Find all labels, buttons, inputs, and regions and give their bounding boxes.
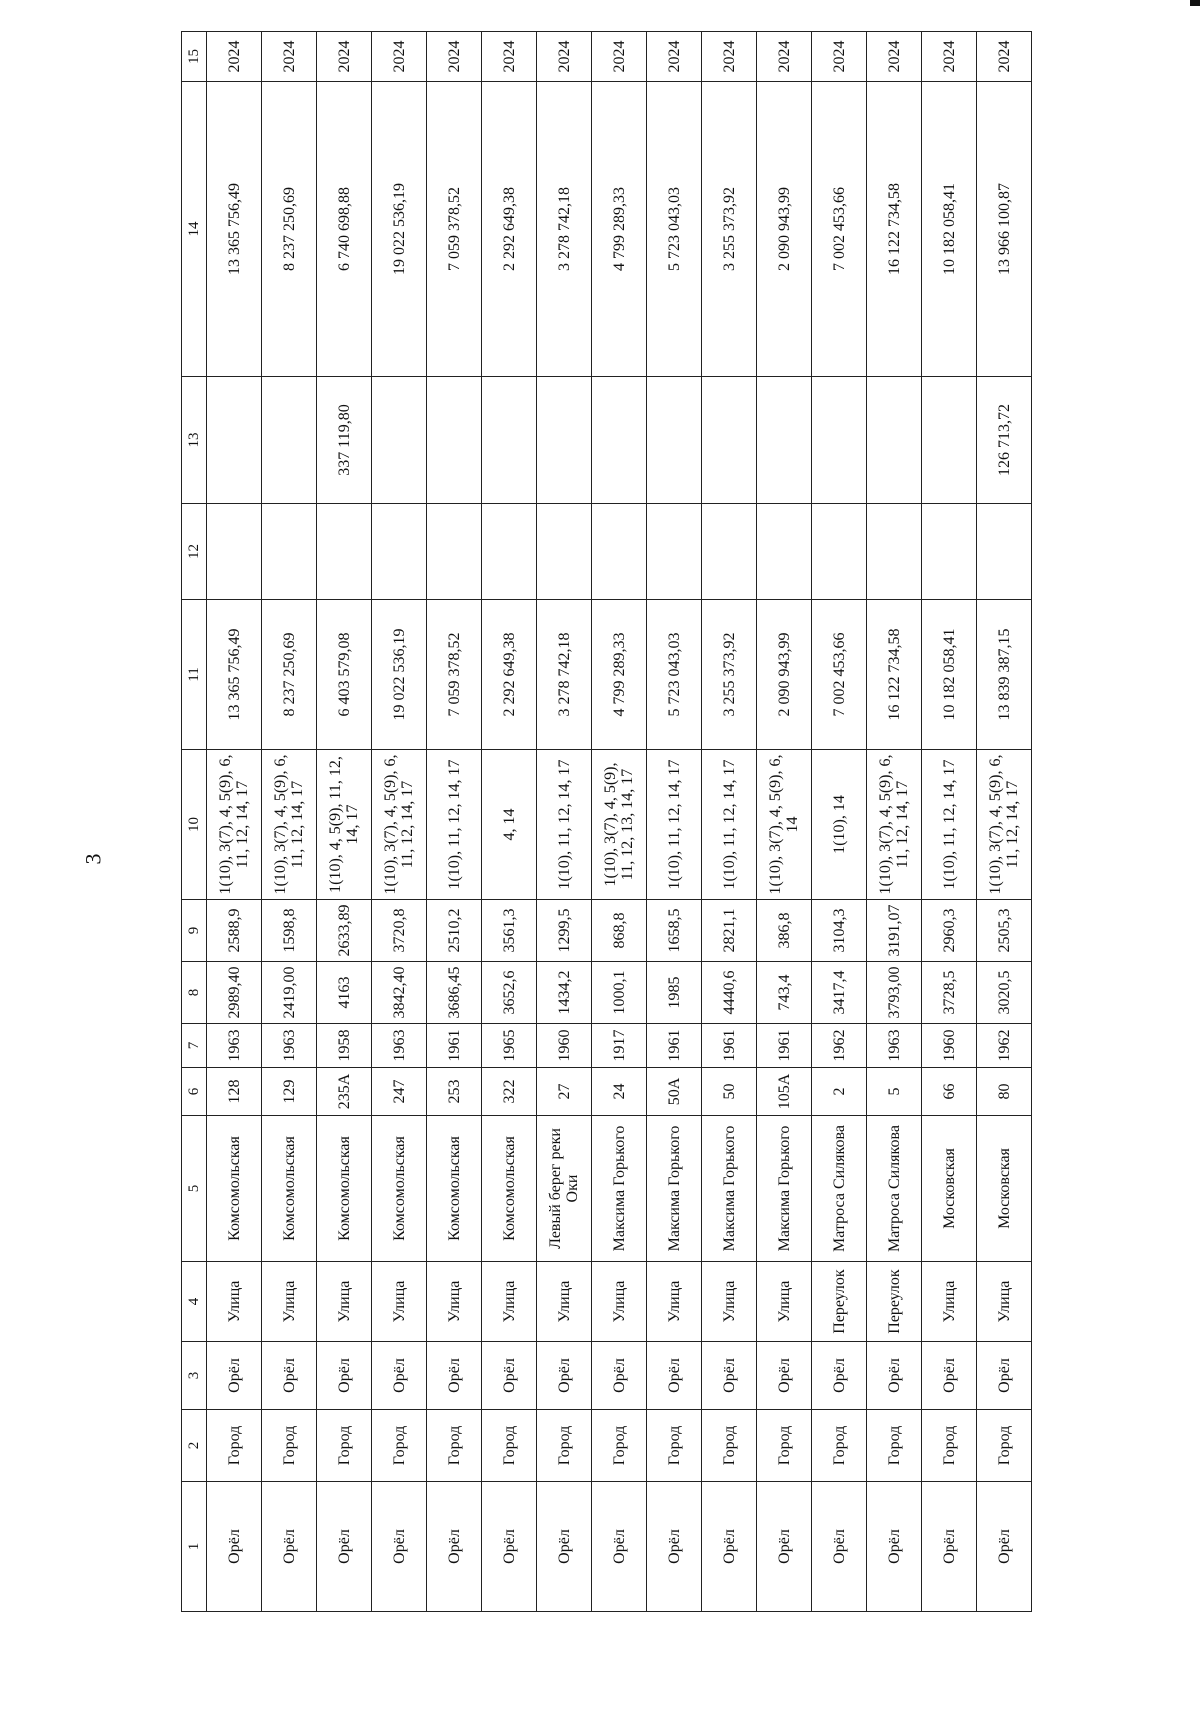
table-cell-col-2: Город	[372, 1410, 427, 1482]
table-cell-col-15: 2024	[482, 32, 537, 82]
table-row	[482, 32, 537, 1612]
table-cell-col-13	[537, 377, 592, 504]
table-cell-col-11: 4 799 289,33	[592, 600, 647, 750]
table-cell-col-15: 2024	[427, 32, 482, 82]
table-cell-col-15: 2024	[372, 32, 427, 82]
table-cell-col-7: 1958	[317, 1024, 372, 1068]
table-cell-col-13	[922, 377, 977, 504]
table-row	[262, 32, 317, 1612]
table-cell-col-14: 4 799 289,33	[592, 82, 647, 377]
table-cell-col-14: 2 090 943,99	[757, 82, 812, 377]
table-cell-col-6: 235А	[317, 1068, 372, 1116]
table-cell-col-14: 3 255 373,92	[702, 82, 757, 377]
table-cell-col-14: 6 740 698,88	[317, 82, 372, 377]
table-cell-col-10: 1(10), 3(7), 4, 5(9), 11, 12, 13, 14, 17	[592, 750, 647, 900]
table-cell-col-3: Орёл	[372, 1342, 427, 1410]
table-cell-col-4: Улица	[757, 1262, 812, 1342]
column-number-7: 7	[182, 1024, 207, 1068]
table-cell-col-13	[207, 377, 262, 504]
rotated-table-container	[181, 32, 1101, 1612]
table-cell-col-14: 13 365 756,49	[207, 82, 262, 377]
table-cell-col-8: 743,4	[757, 962, 812, 1024]
table-cell-col-10: 1(10), 11, 12, 14, 17	[647, 750, 702, 900]
table-cell-col-10: 1(10), 3(7), 4, 5(9), 6, 11, 12, 14, 17	[262, 750, 317, 900]
table-cell-col-14: 3 278 742,18	[537, 82, 592, 377]
table-cell-col-10: 1(10), 3(7), 4, 5(9), 6, 11, 12, 14, 17	[977, 750, 1032, 900]
table-cell-col-11: 13 365 756,49	[207, 600, 262, 750]
table-cell-col-7: 1963	[372, 1024, 427, 1068]
table-cell-col-12	[922, 504, 977, 600]
table-cell-col-5: Матроса Силякова	[867, 1116, 922, 1262]
table-cell-col-15: 2024	[592, 32, 647, 82]
table-cell-col-7: 1917	[592, 1024, 647, 1068]
table-cell-col-5: Максима Горького	[702, 1116, 757, 1262]
table-row	[702, 32, 757, 1612]
table-row	[757, 32, 812, 1612]
table-cell-col-14: 13 966 100,87	[977, 82, 1032, 377]
table-cell-col-1: Орёл	[757, 1482, 812, 1612]
table-cell-col-11: 2 090 943,99	[757, 600, 812, 750]
table-cell-col-10: 1(10), 3(7), 4, 5(9), 6, 11, 12, 14, 17	[207, 750, 262, 900]
table-cell-col-5: Комсомольская	[427, 1116, 482, 1262]
table-row	[207, 32, 262, 1612]
table-cell-col-12	[537, 504, 592, 600]
table-cell-col-1: Орёл	[482, 1482, 537, 1612]
table-cell-col-2: Город	[812, 1410, 867, 1482]
table-cell-col-5: Комсомольская	[317, 1116, 372, 1262]
table-row	[812, 32, 867, 1612]
table-cell-col-3: Орёл	[537, 1342, 592, 1410]
table-cell-col-11: 7 059 378,52	[427, 600, 482, 750]
table-cell-col-8: 3842,40	[372, 962, 427, 1024]
table-cell-col-11: 16 122 734,58	[867, 600, 922, 750]
table-cell-col-6: 247	[372, 1068, 427, 1116]
table-cell-col-3: Орёл	[922, 1342, 977, 1410]
table-cell-col-10: 1(10), 3(7), 4, 5(9), 6, 11, 12, 14, 17	[867, 750, 922, 900]
table-cell-col-12	[317, 504, 372, 600]
table-row	[537, 32, 592, 1612]
table-cell-col-5: Максима Горького	[757, 1116, 812, 1262]
table-cell-col-1: Орёл	[207, 1482, 262, 1612]
table-cell-col-12	[207, 504, 262, 600]
table-cell-col-6: 129	[262, 1068, 317, 1116]
column-number-10: 10	[182, 750, 207, 900]
table-cell-col-9: 3104,3	[812, 900, 867, 962]
table-cell-col-8: 3417,4	[812, 962, 867, 1024]
table-cell-col-9: 3561,3	[482, 900, 537, 962]
table-cell-col-14: 7 002 453,66	[812, 82, 867, 377]
table-cell-col-12	[812, 504, 867, 600]
column-number-8: 8	[182, 962, 207, 1024]
table-cell-col-10: 1(10), 11, 12, 14, 17	[702, 750, 757, 900]
column-number-13: 13	[182, 377, 207, 504]
table-cell-col-11: 5 723 043,03	[647, 600, 702, 750]
table-cell-col-3: Орёл	[867, 1342, 922, 1410]
table-cell-col-10: 1(10), 3(7), 4, 5(9), 6, 11, 12, 14, 17	[372, 750, 427, 900]
table-cell-col-2: Город	[262, 1410, 317, 1482]
table-row	[977, 32, 1032, 1612]
table-cell-col-7: 1965	[482, 1024, 537, 1068]
table-cell-col-11: 8 237 250,69	[262, 600, 317, 750]
table-cell-col-5: Максима Горького	[592, 1116, 647, 1262]
table-cell-col-3: Орёл	[647, 1342, 702, 1410]
table-cell-col-9: 2588,9	[207, 900, 262, 962]
table-cell-col-3: Орёл	[207, 1342, 262, 1410]
table-cell-col-6: 50А	[647, 1068, 702, 1116]
table-cell-col-3: Орёл	[757, 1342, 812, 1410]
table-cell-col-6: 24	[592, 1068, 647, 1116]
table-cell-col-4: Улица	[372, 1262, 427, 1342]
table-cell-col-4: Улица	[427, 1262, 482, 1342]
table-cell-col-10: 1(10), 14	[812, 750, 867, 900]
table-cell-col-13	[262, 377, 317, 504]
table-cell-col-11: 3 278 742,18	[537, 600, 592, 750]
table-cell-col-1: Орёл	[427, 1482, 482, 1612]
table-cell-col-3: Орёл	[262, 1342, 317, 1410]
table-cell-col-4: Улица	[537, 1262, 592, 1342]
table-cell-col-6: 27	[537, 1068, 592, 1116]
table-cell-col-12	[482, 504, 537, 600]
table-cell-col-4: Улица	[207, 1262, 262, 1342]
table-cell-col-14: 10 182 058,41	[922, 82, 977, 377]
table-cell-col-4: Улица	[592, 1262, 647, 1342]
table-cell-col-13	[427, 377, 482, 504]
table-cell-col-15: 2024	[977, 32, 1032, 82]
table-cell-col-6: 5	[867, 1068, 922, 1116]
table-cell-col-3: Орёл	[812, 1342, 867, 1410]
table-cell-col-1: Орёл	[317, 1482, 372, 1612]
table-cell-col-2: Город	[977, 1410, 1032, 1482]
table-cell-col-15: 2024	[537, 32, 592, 82]
table-cell-col-6: 66	[922, 1068, 977, 1116]
table-cell-col-14: 5 723 043,03	[647, 82, 702, 377]
table-cell-col-7: 1962	[977, 1024, 1032, 1068]
table-cell-col-13	[372, 377, 427, 504]
table-cell-col-8: 1000,1	[592, 962, 647, 1024]
table-cell-col-4: Улица	[922, 1262, 977, 1342]
table-cell-col-8: 4440,6	[702, 962, 757, 1024]
table-cell-col-3: Орёл	[592, 1342, 647, 1410]
table-row	[922, 32, 977, 1612]
table-cell-col-2: Город	[867, 1410, 922, 1482]
table-cell-col-9: 868,8	[592, 900, 647, 962]
table-cell-col-4: Улица	[317, 1262, 372, 1342]
table-cell-col-10: 1(10), 11, 12, 14, 17	[537, 750, 592, 900]
table-cell-col-10: 1(10), 4, 5(9), 11, 12, 14, 17	[317, 750, 372, 900]
table-cell-col-7: 1960	[922, 1024, 977, 1068]
table-cell-col-8: 1985	[647, 962, 702, 1024]
table-cell-col-3: Орёл	[482, 1342, 537, 1410]
table-cell-col-14: 19 022 536,19	[372, 82, 427, 377]
table-cell-col-15: 2024	[702, 32, 757, 82]
corner-mark	[1190, 0, 1200, 6]
column-number-9: 9	[182, 900, 207, 962]
column-number-4: 4	[182, 1262, 207, 1342]
table-cell-col-8: 3686,45	[427, 962, 482, 1024]
table-cell-col-2: Город	[427, 1410, 482, 1482]
table-cell-col-4: Улица	[647, 1262, 702, 1342]
table-cell-col-12	[867, 504, 922, 600]
table-cell-col-14: 2 292 649,38	[482, 82, 537, 377]
table-cell-col-6: 105А	[757, 1068, 812, 1116]
table-row	[592, 32, 647, 1612]
table-cell-col-11: 10 182 058,41	[922, 600, 977, 750]
table-cell-col-2: Город	[207, 1410, 262, 1482]
table-cell-col-6: 322	[482, 1068, 537, 1116]
table-cell-col-11: 6 403 579,08	[317, 600, 372, 750]
table-row	[647, 32, 702, 1612]
table-cell-col-3: Орёл	[427, 1342, 482, 1410]
table-body	[182, 32, 1032, 1612]
table-cell-col-4: Переулок	[867, 1262, 922, 1342]
page-number: 3	[80, 853, 106, 865]
table-cell-col-2: Город	[702, 1410, 757, 1482]
table-cell-col-7: 1961	[427, 1024, 482, 1068]
table-cell-col-7: 1961	[757, 1024, 812, 1068]
table-row	[372, 32, 427, 1612]
table-cell-col-3: Орёл	[702, 1342, 757, 1410]
table-cell-col-5: Комсомольская	[482, 1116, 537, 1262]
table-cell-col-4: Улица	[702, 1262, 757, 1342]
table-cell-col-1: Орёл	[977, 1482, 1032, 1612]
table-cell-col-1: Орёл	[922, 1482, 977, 1612]
column-number-row	[182, 32, 207, 1612]
table-cell-col-12	[757, 504, 812, 600]
table-cell-col-4: Улица	[262, 1262, 317, 1342]
table-cell-col-8: 3728,5	[922, 962, 977, 1024]
table-cell-col-10: 1(10), 3(7), 4, 5(9), 6, 14	[757, 750, 812, 900]
table-cell-col-5: Комсомольская	[262, 1116, 317, 1262]
table-cell-col-12	[702, 504, 757, 600]
table-cell-col-8: 3020,5	[977, 962, 1032, 1024]
table-cell-col-12	[647, 504, 702, 600]
table-cell-col-15: 2024	[757, 32, 812, 82]
table-cell-col-15: 2024	[867, 32, 922, 82]
table-cell-col-1: Орёл	[262, 1482, 317, 1612]
table-cell-col-7: 1963	[262, 1024, 317, 1068]
table-cell-col-2: Город	[647, 1410, 702, 1482]
table-cell-col-11: 19 022 536,19	[372, 600, 427, 750]
table-cell-col-15: 2024	[207, 32, 262, 82]
table-cell-col-1: Орёл	[647, 1482, 702, 1612]
table-cell-col-9: 386,8	[757, 900, 812, 962]
table-cell-col-9: 1299,5	[537, 900, 592, 962]
table-cell-col-9: 2505,3	[977, 900, 1032, 962]
table-cell-col-7: 1963	[207, 1024, 262, 1068]
table-cell-col-11: 2 292 649,38	[482, 600, 537, 750]
table-cell-col-12	[262, 504, 317, 600]
table-cell-col-12	[977, 504, 1032, 600]
table-cell-col-5: Московская	[922, 1116, 977, 1262]
column-number-2: 2	[182, 1410, 207, 1482]
table-cell-col-12	[592, 504, 647, 600]
table-cell-col-9: 2633,89	[317, 900, 372, 962]
table-cell-col-1: Орёл	[537, 1482, 592, 1612]
table-cell-col-2: Город	[317, 1410, 372, 1482]
table-cell-col-15: 2024	[262, 32, 317, 82]
table-cell-col-6: 2	[812, 1068, 867, 1116]
table-cell-col-13	[647, 377, 702, 504]
table-cell-col-6: 50	[702, 1068, 757, 1116]
table-cell-col-8: 2989,40	[207, 962, 262, 1024]
table-cell-col-7: 1960	[537, 1024, 592, 1068]
table-cell-col-1: Орёл	[812, 1482, 867, 1612]
table-cell-col-11: 7 002 453,66	[812, 600, 867, 750]
table-cell-col-1: Орёл	[372, 1482, 427, 1612]
table-cell-col-1: Орёл	[867, 1482, 922, 1612]
table-cell-col-15: 2024	[922, 32, 977, 82]
table-cell-col-10: 1(10), 11, 12, 14, 17	[427, 750, 482, 900]
table-cell-col-5: Комсомольская	[207, 1116, 262, 1262]
table-cell-col-6: 128	[207, 1068, 262, 1116]
table-cell-col-5: Левый берег реки Оки	[537, 1116, 592, 1262]
table-cell-col-4: Улица	[482, 1262, 537, 1342]
table-row	[427, 32, 482, 1612]
table-cell-col-14: 7 059 378,52	[427, 82, 482, 377]
table-cell-col-2: Город	[537, 1410, 592, 1482]
housing-register-table	[181, 31, 1032, 1612]
table-cell-col-9: 3191,07	[867, 900, 922, 962]
table-cell-col-14: 16 122 734,58	[867, 82, 922, 377]
table-cell-col-13	[757, 377, 812, 504]
table-cell-col-10: 4, 14	[482, 750, 537, 900]
table-cell-col-8: 1434,2	[537, 962, 592, 1024]
table-cell-col-15: 2024	[317, 32, 372, 82]
table-row	[317, 32, 372, 1612]
table-cell-col-14: 8 237 250,69	[262, 82, 317, 377]
table-cell-col-11: 3 255 373,92	[702, 600, 757, 750]
table-cell-col-13	[592, 377, 647, 504]
table-cell-col-5: Комсомольская	[372, 1116, 427, 1262]
table-cell-col-9: 1598,8	[262, 900, 317, 962]
table-cell-col-13	[482, 377, 537, 504]
table-cell-col-15: 2024	[812, 32, 867, 82]
table-cell-col-12	[372, 504, 427, 600]
table-cell-col-3: Орёл	[977, 1342, 1032, 1410]
table-cell-col-13: 337 119,80	[317, 377, 372, 504]
table-cell-col-13: 126 713,72	[977, 377, 1032, 504]
table-cell-col-3: Орёл	[317, 1342, 372, 1410]
table-cell-col-2: Город	[757, 1410, 812, 1482]
table-cell-col-7: 1961	[647, 1024, 702, 1068]
column-number-12: 12	[182, 504, 207, 600]
table-cell-col-9: 2510,2	[427, 900, 482, 962]
table-cell-col-2: Город	[922, 1410, 977, 1482]
table-cell-col-13	[812, 377, 867, 504]
table-cell-col-8: 3652,6	[482, 962, 537, 1024]
table-cell-col-5: Матроса Силякова	[812, 1116, 867, 1262]
column-number-11: 11	[182, 600, 207, 750]
table-cell-col-13	[702, 377, 757, 504]
table-cell-col-1: Орёл	[702, 1482, 757, 1612]
table-cell-col-13	[867, 377, 922, 504]
table-cell-col-8: 2419,00	[262, 962, 317, 1024]
table-cell-col-5: Максима Горького	[647, 1116, 702, 1262]
column-number-15: 15	[182, 32, 207, 82]
table-cell-col-9: 1658,5	[647, 900, 702, 962]
table-cell-col-4: Улица	[977, 1262, 1032, 1342]
table-cell-col-8: 4163	[317, 962, 372, 1024]
table-cell-col-7: 1961	[702, 1024, 757, 1068]
column-number-14: 14	[182, 82, 207, 377]
table-cell-col-2: Город	[592, 1410, 647, 1482]
table-cell-col-9: 3720,8	[372, 900, 427, 962]
table-cell-col-5: Московская	[977, 1116, 1032, 1262]
table-cell-col-12	[427, 504, 482, 600]
column-number-1: 1	[182, 1482, 207, 1612]
column-number-6: 6	[182, 1068, 207, 1116]
table-cell-col-4: Переулок	[812, 1262, 867, 1342]
table-cell-col-6: 80	[977, 1068, 1032, 1116]
table-cell-col-7: 1962	[812, 1024, 867, 1068]
table-cell-col-2: Город	[482, 1410, 537, 1482]
table-cell-col-8: 3793,00	[867, 962, 922, 1024]
table-cell-col-7: 1963	[867, 1024, 922, 1068]
table-cell-col-6: 253	[427, 1068, 482, 1116]
table-cell-col-9: 2960,3	[922, 900, 977, 962]
table-cell-col-1: Орёл	[592, 1482, 647, 1612]
column-number-3: 3	[182, 1342, 207, 1410]
table-cell-col-10: 1(10), 11, 12, 14, 17	[922, 750, 977, 900]
table-cell-col-15: 2024	[647, 32, 702, 82]
table-cell-col-9: 2821,1	[702, 900, 757, 962]
table-cell-col-11: 13 839 387,15	[977, 600, 1032, 750]
table-row	[867, 32, 922, 1612]
column-number-5: 5	[182, 1116, 207, 1262]
